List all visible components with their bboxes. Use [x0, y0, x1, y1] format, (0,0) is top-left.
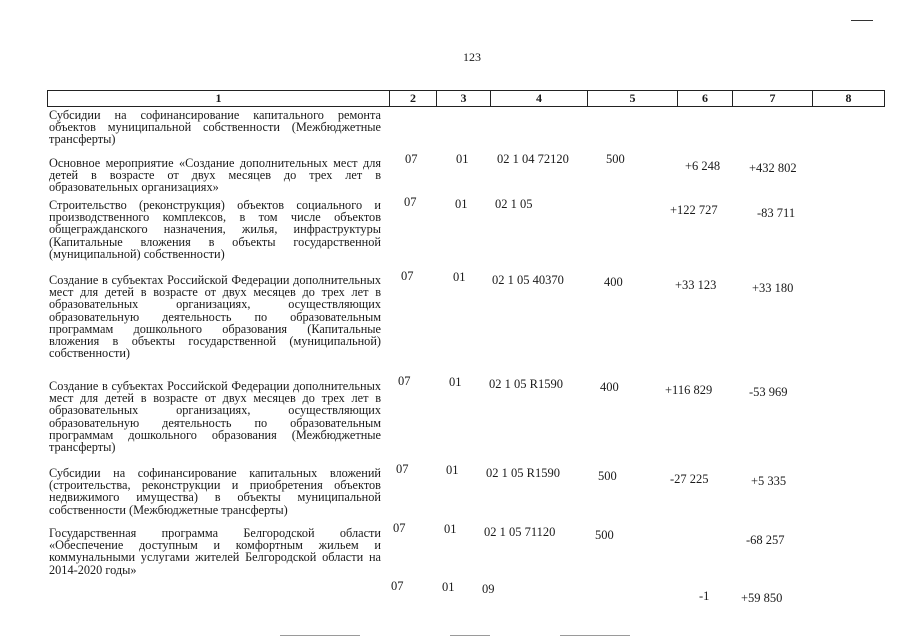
- row-code-subsection: 01: [446, 463, 459, 477]
- scan-mark: [280, 635, 360, 636]
- row-code-subsection: 01: [449, 375, 462, 389]
- row-description: Строительство (реконструкция) объектов социального и производственного комплексов, в том числе объектов общегражданского назначения, жилья, инфраструктуры (Капитальные вложения в объекты государственной (муниципальной) собственности): [49, 198, 381, 261]
- row-description: Создание в субъектах Российской Федерации дополнительных мест для детей в возрасте от двух месяцев до трех лет в образовательных организациях, осуществляющих образовательную деятельность по образовательным программам дошкольного образования (Капитальные вложения в объекты государственной (муниципальной) собственности): [49, 273, 381, 361]
- row-code-target: 02 1 05 R1590: [486, 466, 560, 480]
- row-code-expense-type: 400: [604, 275, 623, 289]
- row-code-target: 02 1 05 71120: [484, 525, 556, 539]
- row-code-expense-type: 400: [600, 380, 619, 394]
- row-code-target: 02 1 04 72120: [497, 152, 569, 166]
- row-description: Государственная программа Белгородской области «Обеспечение доступным и комфортным жильем и коммунальными услугами жителей Белгородской области на 2014-2020 годы»: [49, 526, 381, 577]
- row-code-subsection: 01: [442, 580, 455, 594]
- row-code-expense-type: 500: [595, 528, 614, 542]
- row-code-subsection: 01: [444, 522, 457, 536]
- row-code-section: 07: [396, 462, 409, 476]
- row-amount-col7: +432 802: [749, 161, 797, 175]
- row-code-section: 07: [398, 374, 411, 388]
- row-code-section: 07: [391, 579, 404, 593]
- row-amount-col7: +33 180: [752, 281, 794, 295]
- scan-mark: [851, 20, 873, 21]
- table-header: [47, 90, 885, 107]
- header-cell-7: 7: [732, 90, 813, 107]
- row-description: Субсидии на софинансирование капитальных вложений (строительства, реконструкции и приобретения объектов недвижимого имущества) в объекты муниципальной собственности (Межбюджетные трансферты): [49, 466, 381, 517]
- row-code-expense-type: 500: [598, 469, 617, 483]
- row-amount-col6: +122 727: [670, 203, 718, 217]
- row-code-section: 07: [401, 269, 414, 283]
- row-code-expense-type: 500: [606, 152, 625, 166]
- page-number: 123: [463, 50, 481, 64]
- row-code-section: 07: [393, 521, 406, 535]
- scan-mark: [560, 635, 630, 636]
- row-code-section: 07: [405, 152, 418, 166]
- header-cell-3: 3: [436, 90, 491, 107]
- row-amount-col7: -68 257: [746, 533, 785, 547]
- row-amount-col6: +116 829: [665, 383, 713, 397]
- row-code-target: 02 1 05 40370: [492, 273, 564, 287]
- row-amount-col7: -53 969: [749, 385, 788, 399]
- row-description: Субсидии на софинансирование капитального ремонта объектов муниципальной собственности (Межбюджетные трансферты): [49, 108, 381, 147]
- header-cell-2: 2: [389, 90, 437, 107]
- row-code-target: 09: [482, 582, 495, 596]
- row-amount-col7: -83 711: [757, 206, 796, 220]
- row-amount-col6: +6 248: [685, 159, 721, 173]
- row-code-subsection: 01: [453, 270, 466, 284]
- row-description: Основное мероприятие «Создание дополнительных мест для детей в возрасте от двух месяцев до трех лет в образовательных организациях»: [49, 156, 381, 195]
- row-amount-col7: +5 335: [751, 474, 787, 488]
- row-code-section: 07: [404, 195, 417, 209]
- row-code-target: 02 1 05: [495, 197, 533, 211]
- header-cell-8: 8: [812, 90, 885, 107]
- header-cell-5: 5: [587, 90, 678, 107]
- row-amount-col6: -27 225: [670, 472, 709, 486]
- row-code-target: 02 1 05 R1590: [489, 377, 563, 391]
- scan-mark: [450, 635, 490, 636]
- header-cell-1: 1: [47, 90, 390, 107]
- row-code-subsection: 01: [456, 152, 469, 166]
- row-amount-col7: +59 850: [741, 591, 783, 605]
- row-code-subsection: 01: [455, 197, 468, 211]
- row-amount-col6: +33 123: [675, 278, 717, 292]
- header-cell-4: 4: [490, 90, 588, 107]
- header-cell-6: 6: [677, 90, 733, 107]
- row-amount-col6: -1: [699, 589, 710, 603]
- row-description: Создание в субъектах Российской Федерации дополнительных мест для детей в возрасте от двух месяцев до трех лет в образовательных организациях, осуществляющих образовательную деятельность по образовательным программам дошкольного образования (Межбюджетные трансферты): [49, 379, 381, 455]
